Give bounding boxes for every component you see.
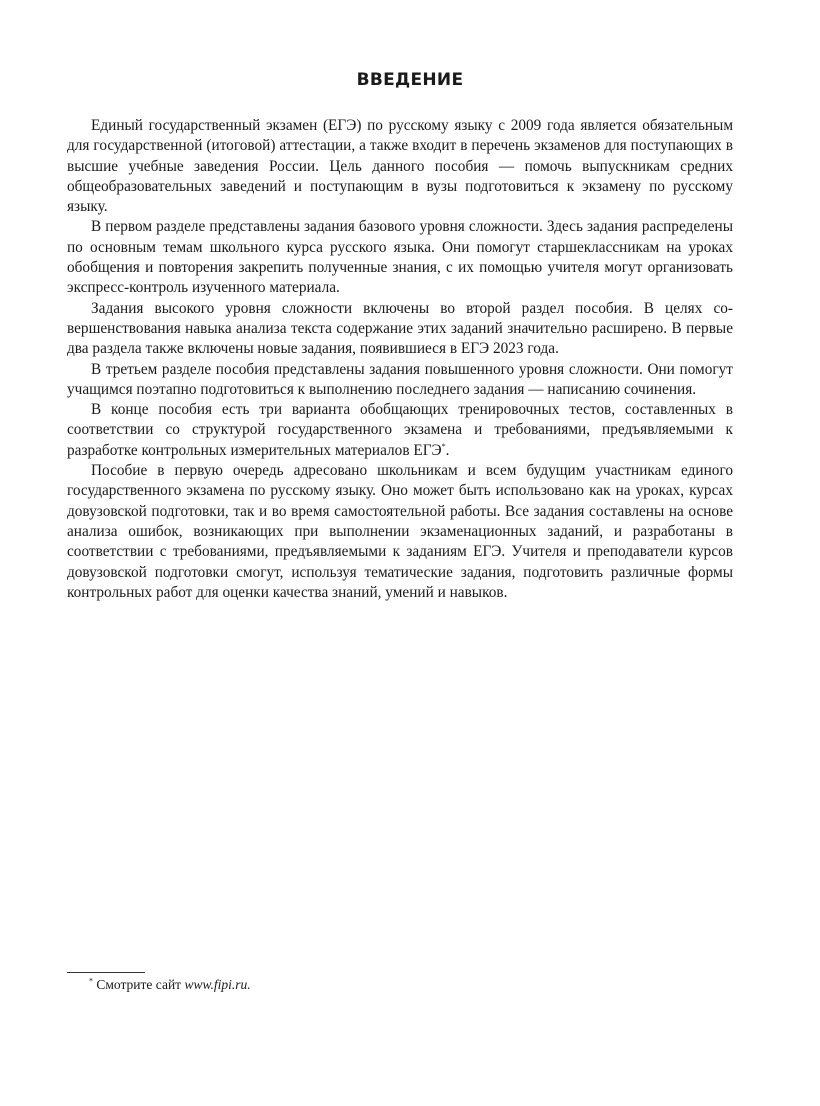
paragraph-6: Пособие в первую очередь адресовано школьникам и всем будущим участникам единого государственного экзамена по русскому языку. Оно может быть использовано как на уроках, курсах довузовской подготовки, так и во время самостоятельной работы. Все задания составлены на основе анализа ошибок, возникающих при выполнении экзаменационных заданий, и разработаны в соответствии с требованиями, предъявляемыми к заданиям ЕГЭ. Учителя и преподаватели курсов довузовской подготовки смогут, используя тематические задания, подготовить различные формы контрольных работ для оценки качества знаний, умений и навыков. (67, 462, 733, 601)
paragraph-2: В первом разделе представлены задания базового уровня сложности. Здесь задания распределены по основным темам школьного курса русского языка. Они помогут старшеклассникам на уроках обобщения и повторения закрепить полученные знания, с их помощью учителя могут организовать экспресс-контроль изученного материала. (67, 218, 733, 297)
footnote-link[interactable]: www.fipi.ru. (184, 977, 251, 992)
paragraph-5 (67, 400, 733, 461)
page-title: ВВЕДЕНИЕ (356, 70, 464, 90)
footnote-text: Смотрите сайт (96, 977, 182, 992)
footnote (89, 976, 251, 994)
paragraph-3: Задания высокого уровня сложности включены во второй раздел пособия. В целях совершенствования навыка анализа текста содержание этих заданий значительно расширено. В первые два раздела также включены новые задания, появившиеся в ЕГЭ 2023 года. (67, 299, 733, 358)
paragraph-5-end: . (445, 441, 450, 459)
paragraph-4: В третьем разделе пособия представлены задания повышенного уровня сложности. Они помогут учащимся поэтапно подготовиться к выполнению последнего задания — написанию сочинения. (67, 360, 733, 398)
paragraph-1: Единый государственный экзамен (ЕГЭ) по русскому языку с 2009 года является обязательным для государственной (итоговой) аттестации, а также входит в перечень экзаменов для поступающих в высшие учебные заведения России. Цель данного пособия — помочь выпускникам средних общеобразовательных заведений и поступающим в вузы подготовиться к экзамену по русскому языку. (67, 117, 733, 216)
footnote-reference: * (441, 441, 446, 451)
footnote-marker: * (89, 976, 93, 986)
paragraph-5-text: В конце пособия есть три варианта обобщающих тренировочных тестов, составленных в соответствии со структурой государственного экзамена и требованиями, предъявляемыми к разработке контрольных измерительных материалов ЕГЭ (67, 401, 733, 459)
body-text (67, 116, 733, 603)
footnote-divider (67, 972, 145, 973)
